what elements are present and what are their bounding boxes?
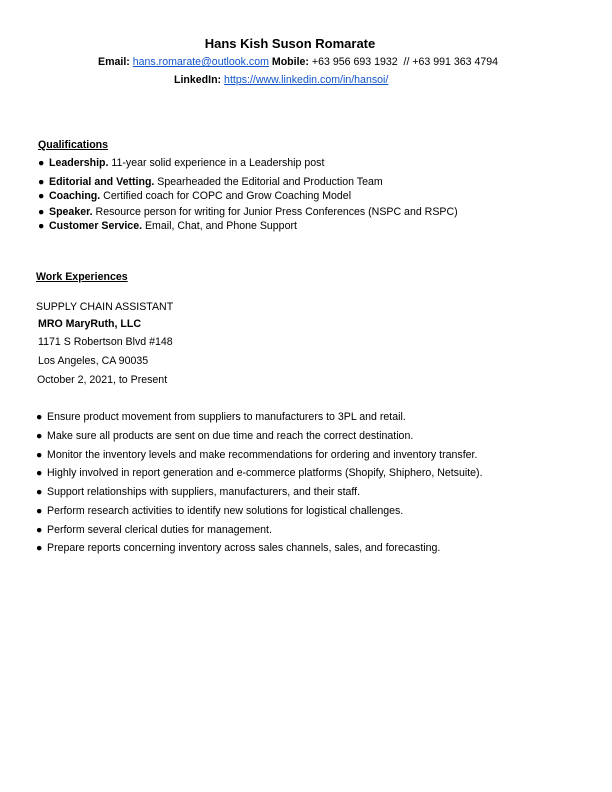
bullet-icon: ● (36, 542, 43, 554)
duty-item (36, 430, 413, 443)
bullet-icon: ● (38, 190, 45, 202)
qualification-text: Spearheaded the Editorial and Production Team (154, 176, 383, 188)
bullet-icon: ● (38, 176, 45, 188)
qualification-item (38, 190, 351, 203)
duty-text: Perform several clerical duties for management. (47, 524, 272, 536)
duty-item (36, 542, 440, 555)
company-address-line-1: 1171 S Robertson Blvd #148 (38, 336, 173, 348)
bullet-icon: ● (38, 157, 45, 169)
duty-item (36, 524, 272, 537)
job-title: SUPPLY CHAIN ASSISTANT (36, 301, 174, 313)
qualification-item (38, 206, 458, 219)
qualifications-heading: Qualifications (38, 139, 109, 151)
duty-item (36, 505, 403, 518)
qualification-item (38, 157, 324, 170)
qualification-label: Customer Service. (49, 220, 143, 232)
qualification-text: Email, Chat, and Phone Support (142, 220, 297, 232)
bullet-icon: ● (36, 449, 43, 461)
duty-item (36, 411, 406, 424)
duty-text: Make sure all products are sent on due time and reach the correct destination. (47, 430, 414, 442)
company-name: MRO MaryRuth, LLC (38, 318, 141, 330)
duty-text: Monitor the inventory levels and make recommendations for ordering and inventory transfer. (47, 449, 478, 461)
qualification-item (38, 220, 297, 233)
contact-line (98, 56, 498, 69)
email-label: Email: (98, 56, 130, 68)
duty-text: Support relationships with suppliers, manufacturers, and their staff. (47, 486, 361, 498)
qualification-label: Leadership. (49, 157, 109, 169)
duty-text: Perform research activities to identify new solutions for logistical challenges. (47, 505, 404, 517)
bullet-icon: ● (38, 206, 45, 218)
qualification-label: Editorial and Vetting. (49, 176, 155, 188)
employment-dates: October 2, 2021, to Present (37, 374, 168, 386)
duty-item (36, 486, 360, 499)
linkedin-link[interactable]: https://www.linkedin.com/in/hansoi/ (224, 74, 389, 86)
qualification-text: Certified coach for COPC and Grow Coaching Model (100, 190, 352, 202)
work-experiences-heading: Work Experiences (36, 271, 128, 283)
qualification-item (38, 176, 383, 189)
qualification-label: Speaker. (49, 206, 93, 218)
company-address-line-2: Los Angeles, CA 90035 (38, 355, 149, 367)
bullet-icon: ● (36, 411, 43, 423)
bullet-icon: ● (38, 220, 45, 232)
bullet-icon: ● (36, 524, 43, 536)
duty-item (36, 467, 483, 480)
mobile-label: Mobile: (271, 56, 309, 68)
email-link[interactable]: hans.romarate@outlook.com (132, 56, 269, 68)
bullet-icon: ● (36, 505, 43, 517)
duty-item (36, 449, 477, 462)
linkedin-line (174, 74, 388, 87)
qualification-label: Coaching. (49, 190, 101, 202)
bullet-icon: ● (36, 486, 43, 498)
bullet-icon: ● (36, 467, 43, 479)
linkedin-label: LinkedIn: (174, 74, 222, 86)
resume-name: Hans Kish Suson Romarate (204, 36, 376, 51)
duty-text: Ensure product movement from suppliers to manufacturers to 3PL and retail. (47, 411, 406, 423)
duty-text: Prepare reports concerning inventory across sales channels, sales, and forecasting. (47, 542, 441, 554)
mobile-numbers: +63 956 693 1932 // +63 991 363 4794 (311, 56, 499, 68)
duty-text: Highly involved in report generation and e-commerce platforms (Shopify, Shiphero, Netsuite). (47, 467, 483, 479)
qualification-text: 11-year solid experience in a Leadership post (108, 157, 325, 169)
bullet-icon: ● (36, 430, 43, 442)
qualification-text: Resource person for writing for Junior Press Conferences (NSPC and RSPC) (92, 206, 458, 218)
